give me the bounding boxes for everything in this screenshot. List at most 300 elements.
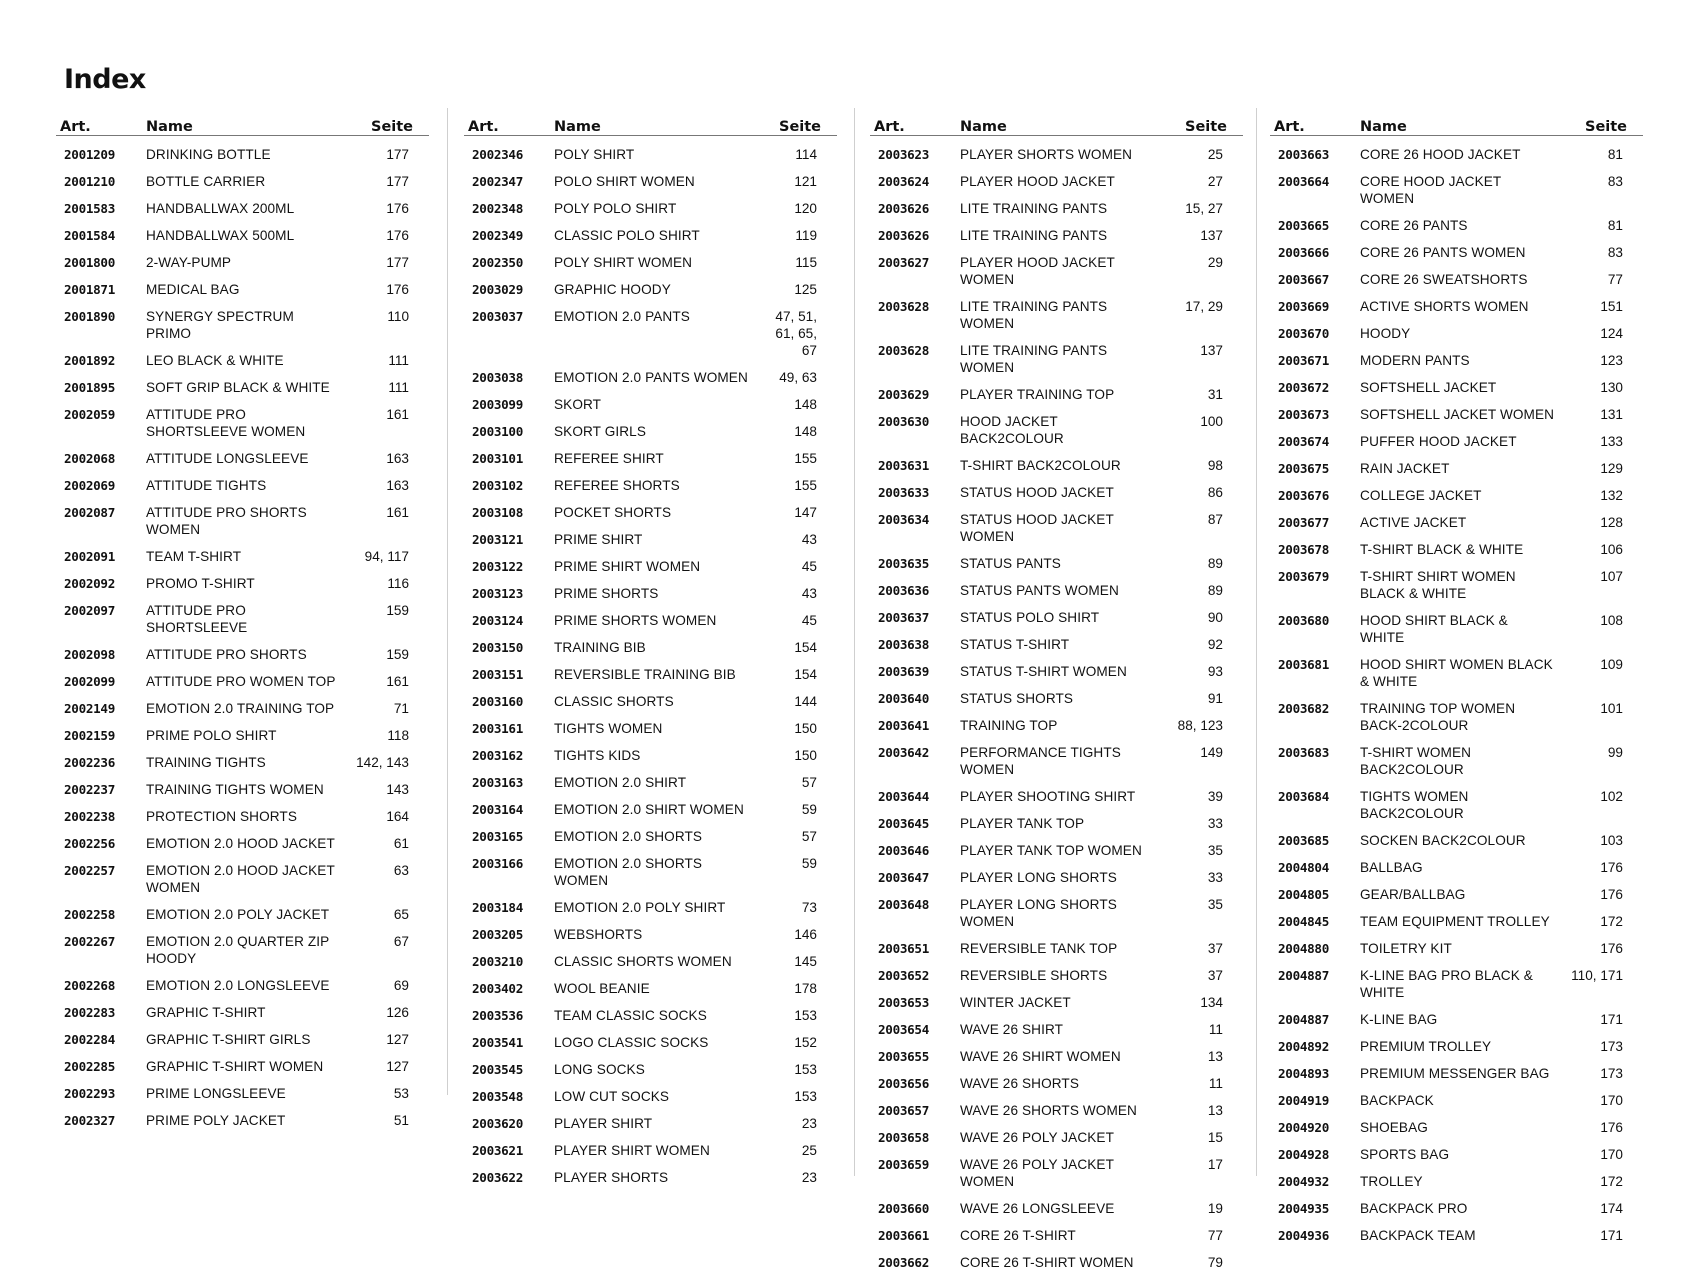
index-column-3 (870, 108, 1243, 1276)
product-name: LITE TRAINING PANTS (960, 201, 1108, 216)
product-name: SHOEBAG (1360, 1120, 1428, 1135)
product-name: WAVE 26 LONGSLEEVE (960, 1201, 1115, 1216)
header-art: Art. (60, 119, 91, 135)
page-ref: 43 (801, 586, 817, 601)
index-row (464, 499, 837, 526)
index-row (56, 901, 429, 928)
index-row (1270, 739, 1643, 783)
article-number: 2003621 (472, 1143, 523, 1158)
article-number: 2003684 (1278, 789, 1329, 804)
index-row (464, 276, 837, 303)
page-ref: 90 (1207, 610, 1223, 625)
product-name: PERFORMANCE TIGHTS WOMEN (960, 745, 1121, 777)
product-name: EMOTION 2.0 TRAINING TOP (146, 701, 335, 716)
article-number: 2003644 (878, 789, 929, 804)
index-row (56, 722, 429, 749)
page-ref: 61 (393, 836, 409, 851)
index-rows (464, 136, 837, 1191)
index-row (870, 577, 1243, 604)
index-row (56, 1026, 429, 1053)
index-row (1270, 347, 1643, 374)
article-number: 2003121 (472, 532, 523, 547)
page-ref: 92 (1207, 637, 1223, 652)
article-number: 2001210 (64, 174, 115, 189)
product-name: K-LINE BAG PRO BLACK & WHITE (1360, 968, 1533, 1000)
page-ref: 146 (794, 927, 817, 942)
index-row (56, 570, 429, 597)
page-ref: 121 (794, 174, 817, 189)
product-name: CORE 26 PANTS (1360, 218, 1468, 233)
page-ref: 107 (1600, 569, 1623, 584)
article-number: 2003665 (1278, 218, 1329, 233)
index-row (464, 249, 837, 276)
index-rows (56, 136, 429, 1134)
product-name: STATUS PANTS WOMEN (960, 583, 1119, 598)
article-number: 2003628 (878, 299, 929, 314)
article-number: 2003037 (472, 309, 523, 324)
index-row (870, 1097, 1243, 1124)
index-row (56, 668, 429, 695)
page-ref: 59 (801, 856, 817, 871)
product-name: EMOTION 2.0 HOOD JACKET (146, 836, 335, 851)
article-number: 2003672 (1278, 380, 1329, 395)
article-number: 2002091 (64, 549, 115, 564)
product-name: WAVE 26 SHIRT WOMEN (960, 1049, 1121, 1064)
article-number: 2004935 (1278, 1201, 1329, 1216)
index-row (464, 975, 837, 1002)
page-ref: 159 (386, 603, 409, 618)
page-ref: 176 (1600, 860, 1623, 875)
article-number: 2003683 (1278, 745, 1329, 760)
index-row (870, 1124, 1243, 1151)
product-name: ACTIVE SHORTS WOMEN (1360, 299, 1529, 314)
page-ref: 17, 29 (1185, 299, 1223, 314)
article-number: 2003636 (878, 583, 929, 598)
article-number: 2003673 (1278, 407, 1329, 422)
page-ref: 83 (1607, 174, 1623, 189)
page-ref: 45 (801, 613, 817, 628)
product-name: PRIME POLO SHIRT (146, 728, 277, 743)
product-name: ATTITUDE PRO SHORTSLEEVE WOMEN (146, 407, 306, 439)
article-number: 2003637 (878, 610, 929, 625)
page-ref: 173 (1600, 1066, 1623, 1081)
article-number: 2003124 (472, 613, 523, 628)
index-row (870, 837, 1243, 864)
product-name: PLAYER SHIRT (554, 1116, 653, 1131)
index-row (1270, 1060, 1643, 1087)
page-ref: 154 (794, 640, 817, 655)
product-name: WINTER JACKET (960, 995, 1071, 1010)
product-name: EMOTION 2.0 SHORTS (554, 829, 703, 844)
product-name: PRIME POLY JACKET (146, 1113, 286, 1128)
product-name: CORE 26 PANTS WOMEN (1360, 245, 1526, 260)
page-ref: 176 (386, 228, 409, 243)
article-number: 2003029 (472, 282, 523, 297)
index-row (870, 631, 1243, 658)
article-number: 2003646 (878, 843, 929, 858)
page-ref: 86 (1207, 485, 1223, 500)
article-number: 2003166 (472, 856, 523, 871)
product-name: WAVE 26 SHORTS (960, 1076, 1079, 1091)
page-ref: 123 (1600, 353, 1623, 368)
article-number: 2003682 (1278, 701, 1329, 716)
article-number: 2003184 (472, 900, 523, 915)
index-row (870, 452, 1243, 479)
index-row (56, 1053, 429, 1080)
article-number: 2001871 (64, 282, 115, 297)
article-number: 2003620 (472, 1116, 523, 1131)
article-number: 2003655 (878, 1049, 929, 1064)
article-number: 2003676 (1278, 488, 1329, 503)
index-row (870, 136, 1243, 168)
product-name: ATTITUDE LONGSLEEVE (146, 451, 309, 466)
product-name: TIGHTS WOMEN (554, 721, 663, 736)
product-name: GRAPHIC T-SHIRT (146, 1005, 266, 1020)
article-number: 2003205 (472, 927, 523, 942)
index-row (870, 864, 1243, 891)
product-name: TIGHTS WOMEN BACK2COLOUR (1360, 789, 1469, 821)
article-number: 2003652 (878, 968, 929, 983)
column-divider (854, 108, 855, 1176)
article-number: 2003641 (878, 718, 929, 733)
product-name: CLASSIC SHORTS (554, 694, 674, 709)
page-ref: 174 (1600, 1201, 1623, 1216)
index-row (464, 168, 837, 195)
page-ref: 31 (1207, 387, 1223, 402)
page-ref: 57 (801, 775, 817, 790)
page-ref: 83 (1607, 245, 1623, 260)
index-row (56, 195, 429, 222)
product-name: BALLBAG (1360, 860, 1423, 875)
product-name: SOCKEN BACK2COLOUR (1360, 833, 1526, 848)
page-ref: 128 (1600, 515, 1623, 530)
page-ref: 132 (1600, 488, 1623, 503)
product-name: WAVE 26 SHIRT (960, 1022, 1064, 1037)
page-ref: 37 (1207, 941, 1223, 956)
article-number: 2003663 (1278, 147, 1329, 162)
page-ref: 73 (801, 900, 817, 915)
product-name: PLAYER HOOD JACKET (960, 174, 1115, 189)
index-row (870, 1070, 1243, 1097)
article-number: 2003628 (878, 343, 929, 358)
index-row (1270, 695, 1643, 739)
page-ref: 23 (801, 1116, 817, 1131)
article-number: 2002284 (64, 1032, 115, 1047)
page-ref: 161 (386, 674, 409, 689)
page-ref: 49, 63 (779, 370, 817, 385)
header-seite: Seite (1185, 119, 1228, 135)
page-ref: 67 (393, 934, 409, 949)
index-column-2 (464, 108, 837, 1191)
page-ref: 33 (1207, 816, 1223, 831)
index-row (464, 769, 837, 796)
index-row (464, 222, 837, 249)
article-number: 2003038 (472, 370, 523, 385)
article-number: 2003536 (472, 1008, 523, 1023)
article-number: 2002283 (64, 1005, 115, 1020)
page-ref: 177 (386, 174, 409, 189)
page-ref: 111 (388, 380, 409, 395)
header-seite: Seite (371, 119, 414, 135)
article-number: 2003638 (878, 637, 929, 652)
column-header (56, 108, 429, 136)
article-number: 2003639 (878, 664, 929, 679)
product-name: POLO SHIRT WOMEN (554, 174, 695, 189)
index-row (1270, 881, 1643, 908)
product-name: PRIME SHIRT (554, 532, 643, 547)
article-number: 2003545 (472, 1062, 523, 1077)
index-row (1270, 908, 1643, 935)
product-name: PUFFER HOOD JACKET (1360, 434, 1517, 449)
product-name: ACTIVE JACKET (1360, 515, 1467, 530)
product-name: T-SHIRT WOMEN BACK2COLOUR (1360, 745, 1472, 777)
article-number: 2003100 (472, 424, 523, 439)
index-row (56, 999, 429, 1026)
product-name: CLASSIC POLO SHIRT (554, 228, 700, 243)
product-name: T-SHIRT SHIRT WOMEN BLACK & WHITE (1360, 569, 1516, 601)
index-row (870, 1016, 1243, 1043)
article-number: 2003662 (878, 1255, 929, 1270)
index-row (870, 891, 1243, 935)
article-number: 2004805 (1278, 887, 1329, 902)
article-number: 2003685 (1278, 833, 1329, 848)
index-row (464, 136, 837, 168)
page-ref: 173 (1600, 1039, 1623, 1054)
article-number: 2003670 (1278, 326, 1329, 341)
product-name: LOW CUT SOCKS (554, 1089, 670, 1104)
product-name: BACKPACK TEAM (1360, 1228, 1476, 1243)
product-name: TRAINING TOP WOMEN BACK-2COLOUR (1360, 701, 1516, 733)
article-number: 2003626 (878, 228, 929, 243)
page-ref: 150 (794, 721, 817, 736)
index-row (56, 499, 429, 543)
index-row (870, 989, 1243, 1016)
article-number: 2004892 (1278, 1039, 1329, 1054)
article-number: 2003671 (1278, 353, 1329, 368)
article-number: 2002268 (64, 978, 115, 993)
index-row (1270, 482, 1643, 509)
index-row (464, 195, 837, 222)
index-row (56, 597, 429, 641)
index-row (1270, 935, 1643, 962)
article-number: 2003629 (878, 387, 929, 402)
product-name: SOFT GRIP BLACK & WHITE (146, 380, 330, 395)
index-row (870, 604, 1243, 631)
index-row (56, 776, 429, 803)
article-number: 2003099 (472, 397, 523, 412)
page-ref: 176 (1600, 941, 1623, 956)
index-column-4 (1270, 108, 1643, 1249)
page-ref: 137 (1200, 343, 1223, 358)
index-row (870, 1249, 1243, 1276)
page-ref: 176 (386, 201, 409, 216)
page-ref: 13 (1207, 1103, 1223, 1118)
product-name: WAVE 26 POLY JACKET (960, 1130, 1114, 1145)
column-divider (447, 108, 448, 1095)
index-row (1270, 1141, 1643, 1168)
header-name: Name (1360, 119, 1407, 135)
article-number: 2003654 (878, 1022, 929, 1037)
article-number: 2002258 (64, 907, 115, 922)
page-ref: 153 (794, 1062, 817, 1077)
index-row (56, 857, 429, 901)
page-ref: 114 (795, 147, 817, 162)
article-number: 2003651 (878, 941, 929, 956)
article-number: 2004932 (1278, 1174, 1329, 1189)
product-name: WAVE 26 SHORTS WOMEN (960, 1103, 1137, 1118)
article-number: 2003634 (878, 512, 929, 527)
product-name: POLY POLO SHIRT (554, 201, 677, 216)
article-number: 2004845 (1278, 914, 1329, 929)
index-row (464, 634, 837, 661)
page-ref: 125 (794, 282, 817, 297)
index-row (56, 641, 429, 668)
page-ref: 33 (1207, 870, 1223, 885)
index-row (464, 796, 837, 823)
index-rows (1270, 136, 1643, 1249)
index-row (1270, 607, 1643, 651)
article-number: 2003161 (472, 721, 523, 736)
product-name: GEAR/BALLBAG (1360, 887, 1466, 902)
index-row (870, 712, 1243, 739)
index-row (56, 749, 429, 776)
article-number: 2003645 (878, 816, 929, 831)
page-ref: 153 (794, 1089, 817, 1104)
article-number: 2003657 (878, 1103, 929, 1118)
index-row (870, 550, 1243, 577)
article-number: 2001892 (64, 353, 115, 368)
article-number: 2003163 (472, 775, 523, 790)
article-number: 2002347 (472, 174, 523, 189)
page-ref: 29 (1207, 255, 1223, 270)
product-name: STATUS PANTS (960, 556, 1061, 571)
product-name: HOODY (1360, 326, 1411, 341)
product-name: LITE TRAINING PANTS (960, 228, 1108, 243)
index-rows (870, 136, 1243, 1276)
column-header (464, 108, 837, 136)
product-name: TRAINING TIGHTS WOMEN (146, 782, 324, 797)
article-number: 2002087 (64, 505, 115, 520)
index-row (464, 661, 837, 688)
article-number: 2003630 (878, 414, 929, 429)
index-row (870, 195, 1243, 222)
article-number: 2003123 (472, 586, 523, 601)
page-ref: 177 (386, 147, 409, 162)
index-row (1270, 136, 1643, 168)
product-name: STATUS SHORTS (960, 691, 1074, 706)
page-ref: 149 (1200, 745, 1223, 760)
article-number: 2003150 (472, 640, 523, 655)
article-number: 2003151 (472, 667, 523, 682)
index-column-1 (56, 108, 429, 1134)
product-name: SOFTSHELL JACKET WOMEN (1360, 407, 1555, 422)
header-art: Art. (468, 119, 499, 135)
article-number: 2003656 (878, 1076, 929, 1091)
page-ref: 71 (393, 701, 409, 716)
index-row (56, 276, 429, 303)
index-row (464, 850, 837, 894)
page-ref: 171 (1600, 1012, 1623, 1027)
product-name: REFEREE SHORTS (554, 478, 680, 493)
page-ref: 59 (801, 802, 817, 817)
page-ref: 127 (386, 1059, 409, 1074)
page-ref: 43 (801, 532, 817, 547)
product-name: POCKET SHORTS (554, 505, 672, 520)
page-ref: 119 (795, 228, 817, 243)
article-number: 2002257 (64, 863, 115, 878)
article-number: 2003623 (878, 147, 929, 162)
index-row (56, 1107, 429, 1134)
index-row (56, 1080, 429, 1107)
product-name: PRIME LONGSLEEVE (146, 1086, 286, 1101)
product-name: REVERSIBLE TANK TOP (960, 941, 1118, 956)
product-name: TEAM EQUIPMENT TROLLEY (1360, 914, 1550, 929)
article-number: 2001583 (64, 201, 115, 216)
article-number: 2004887 (1278, 968, 1329, 983)
header-art: Art. (1274, 119, 1305, 135)
index-row (1270, 563, 1643, 607)
article-number: 2003122 (472, 559, 523, 574)
page-ref: 176 (386, 282, 409, 297)
index-row (464, 445, 837, 472)
index-row (464, 607, 837, 634)
page-ref: 81 (1607, 218, 1623, 233)
product-name: K-LINE BAG (1360, 1012, 1438, 1027)
product-name: POLY SHIRT (554, 147, 635, 162)
index-row (464, 948, 837, 975)
product-name: STATUS POLO SHIRT (960, 610, 1100, 625)
product-name: RAIN JACKET (1360, 461, 1450, 476)
index-row (870, 1195, 1243, 1222)
article-number: 2002236 (64, 755, 115, 770)
article-number: 2003681 (1278, 657, 1329, 672)
article-number: 2003659 (878, 1157, 929, 1172)
product-name: EMOTION 2.0 SHIRT WOMEN (554, 802, 744, 817)
product-name: HOOD SHIRT WOMEN BLACK & WHITE (1360, 657, 1553, 689)
product-name: EMOTION 2.0 PANTS (554, 309, 690, 324)
page-ref: 163 (386, 451, 409, 466)
index-row (56, 249, 429, 276)
product-name: WOOL BEANIE (554, 981, 650, 996)
index-row (870, 1222, 1243, 1249)
page-ref: 137 (1200, 228, 1223, 243)
product-name: SOFTSHELL JACKET (1360, 380, 1497, 395)
page-ref: 89 (1207, 583, 1223, 598)
article-number: 2003679 (1278, 569, 1329, 584)
header-name: Name (554, 119, 601, 135)
product-name: SYNERGY SPECTRUM PRIMO (146, 309, 294, 341)
page-ref: 39 (1207, 789, 1223, 804)
page-ref: 89 (1207, 556, 1223, 571)
index-row (56, 374, 429, 401)
index-row (1270, 1087, 1643, 1114)
article-number: 2003164 (472, 802, 523, 817)
page-ref: 11 (1208, 1076, 1223, 1091)
index-row (1270, 455, 1643, 482)
page-ref: 94, 117 (364, 549, 409, 564)
product-name: TIGHTS KIDS (554, 748, 641, 763)
header-art: Art. (874, 119, 905, 135)
page-ref: 35 (1207, 843, 1223, 858)
page-ref: 161 (386, 407, 409, 422)
index-row (56, 928, 429, 972)
product-name: PLAYER LONG SHORTS WOMEN (960, 897, 1117, 929)
article-number: 2002059 (64, 407, 115, 422)
index-row (870, 381, 1243, 408)
article-number: 2002238 (64, 809, 115, 824)
product-name: CORE 26 SWEATSHORTS (1360, 272, 1528, 287)
product-name: BOTTLE CARRIER (146, 174, 266, 189)
